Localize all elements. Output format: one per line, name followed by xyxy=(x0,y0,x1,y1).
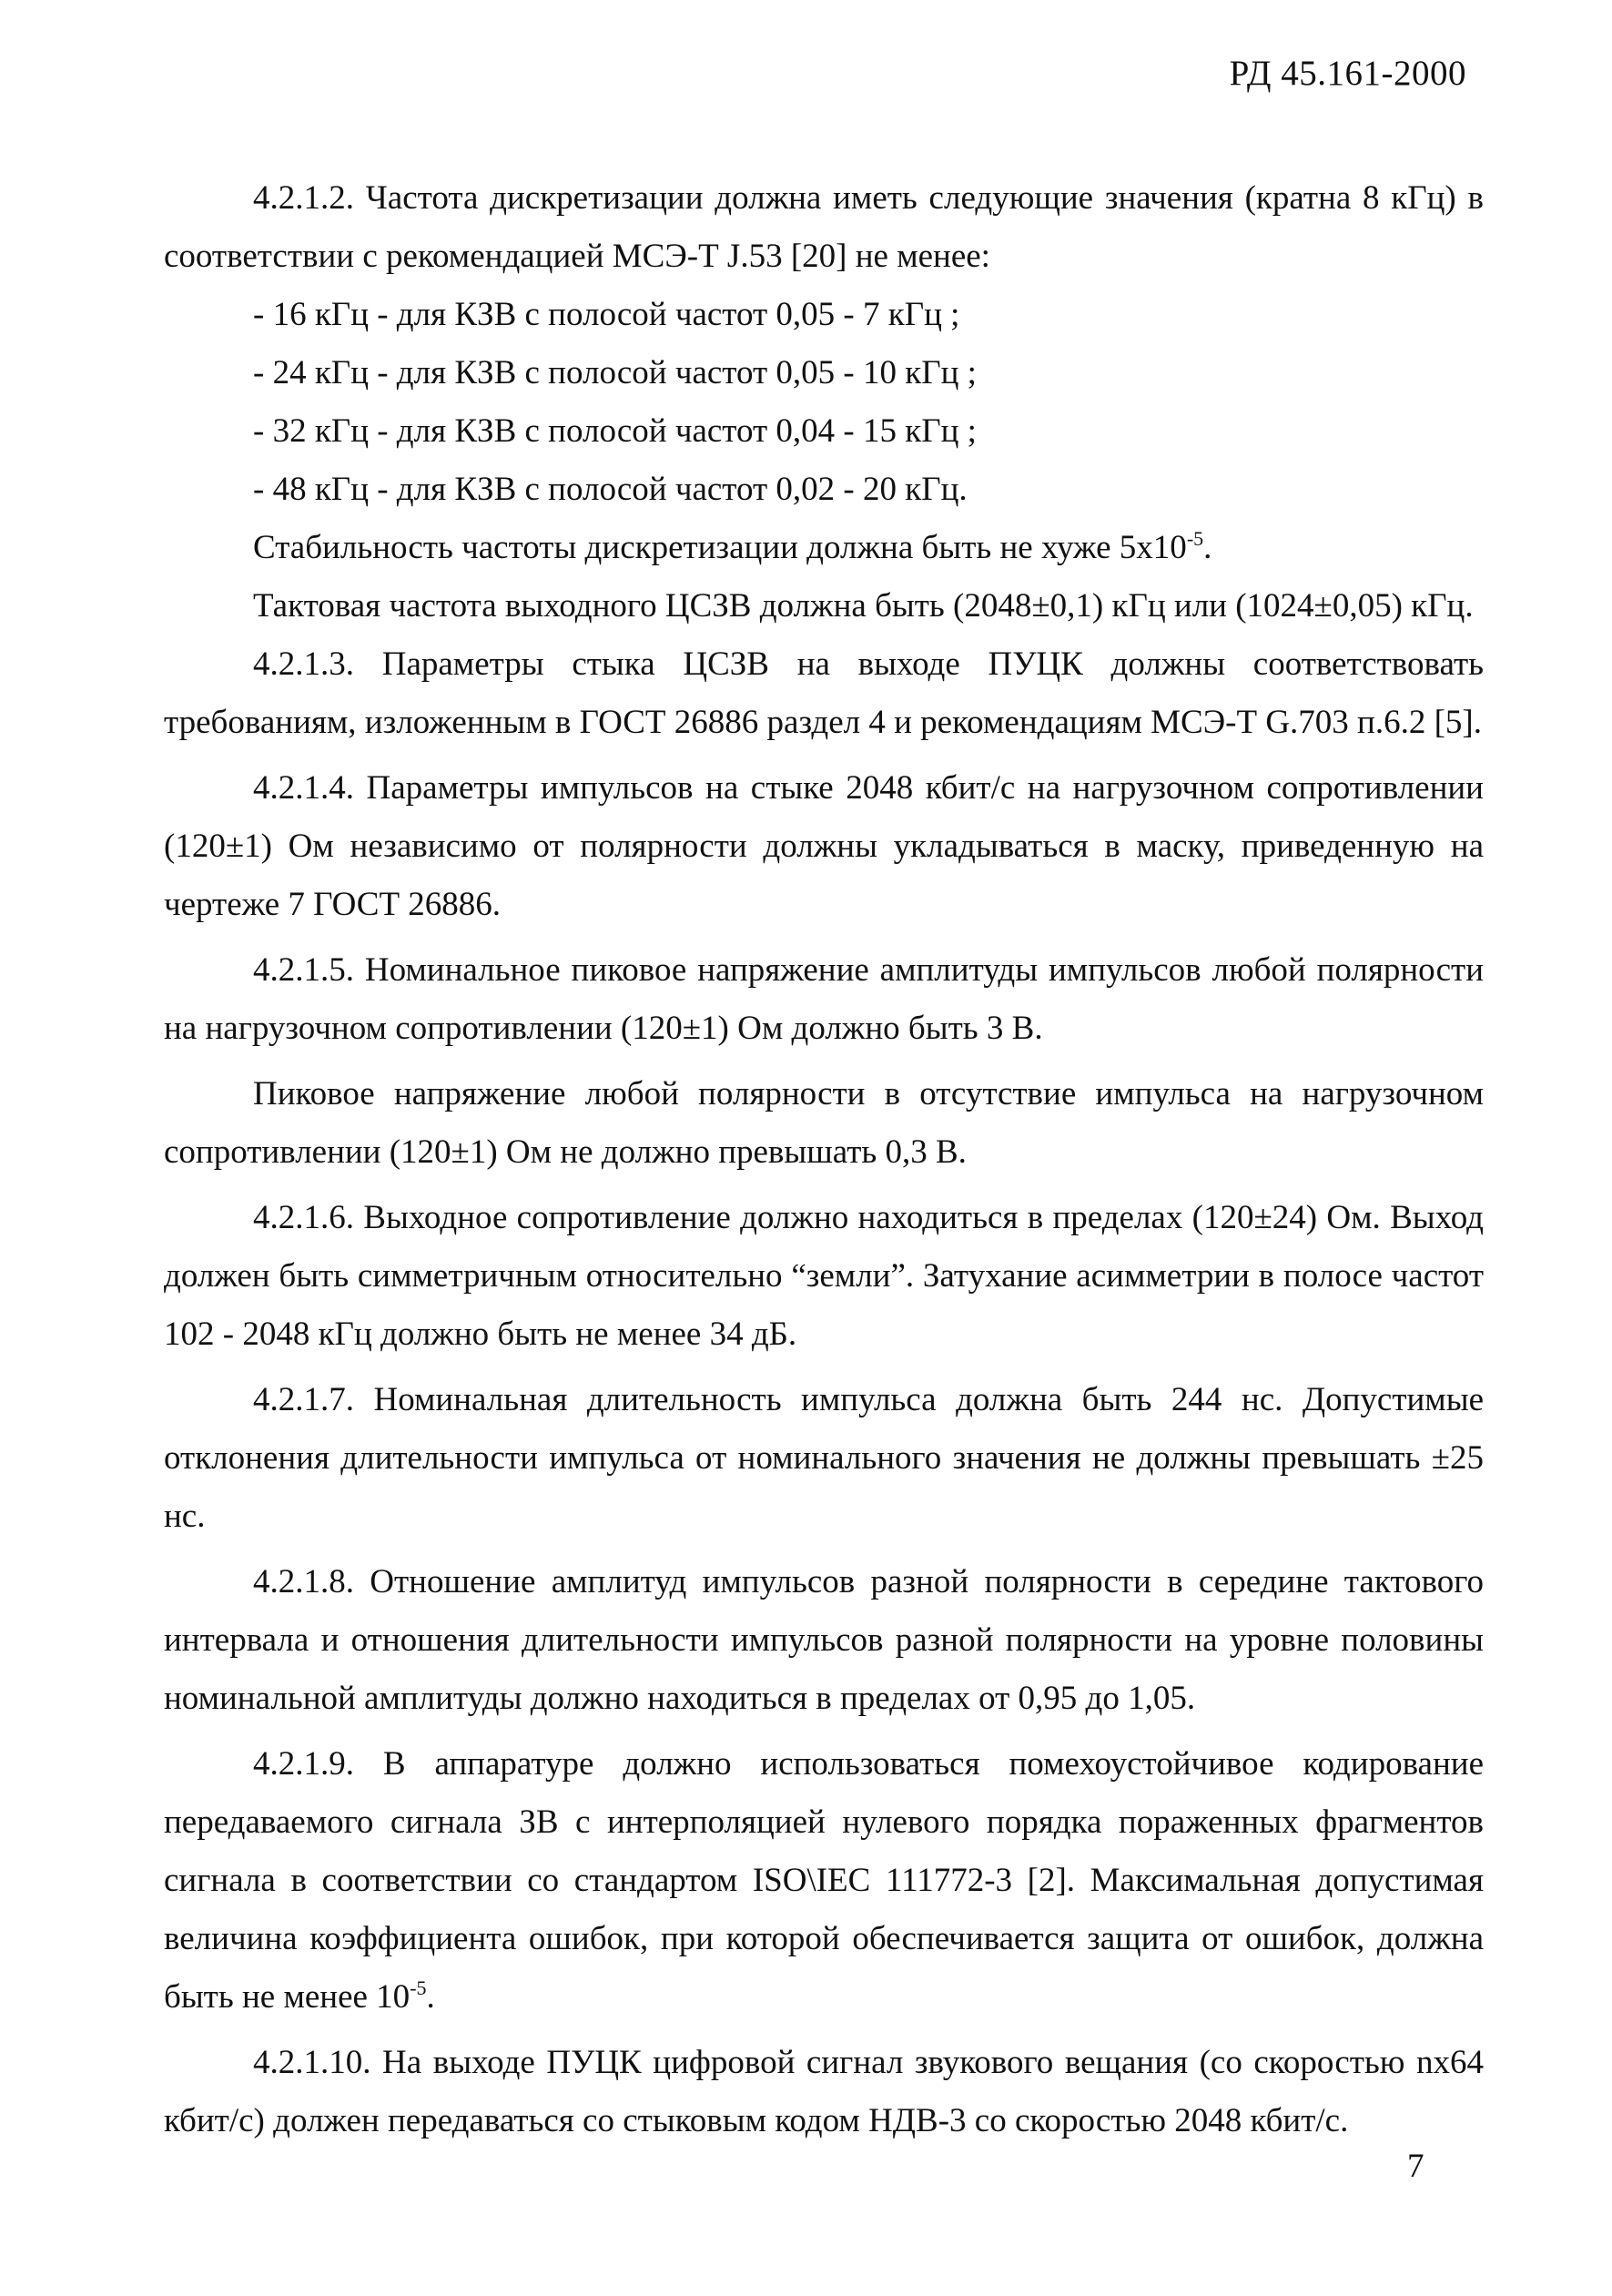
peak-voltage-paragraph: Пиковое напряжение любой полярности в отсутствие импульса на нагрузочном сопротивлении (120±1) Ом не должно превышать 0,3 В. xyxy=(164,1075,1484,1171)
clause-4-2-1-9-end: . xyxy=(426,1978,435,2016)
clause-4-2-1-8: 4.2.1.8. Отношение амплитуд импульсов разной полярности в середине тактового интервала и отношения длительности импульсов разной полярности на уровне половины номинальной амплитуды должно находиться в пределах от 0,95 до 1,05. xyxy=(164,1563,1484,1717)
stability-paragraph xyxy=(164,519,1484,577)
clause-4-2-1-2: 4.2.1.2. Частота дискретизации должна иметь следующие значения (кратна 8 кГц) в соответствии с рекомендацией МСЭ-Т J.53 [20] не менее: xyxy=(164,179,1484,275)
stability-text: Стабильность частоты дискретизации должна быть не хуже 5х10 xyxy=(253,529,1187,566)
list-item: - 24 кГц - для КЗВ с полосой частот 0,05 - 10 кГц ; xyxy=(253,354,977,391)
stability-exponent: -5 xyxy=(1186,527,1204,550)
list-item: - 32 кГц - для КЗВ с полосой частот 0,04 - 15 кГц ; xyxy=(253,412,977,450)
clause-4-2-1-6: 4.2.1.6. Выходное сопротивление должно находиться в пределах (120±24) Ом. Выход должен быть симметричным относительно “земли”. Затухание асимметрии в полосе частот 102 - 2048 кГц должно быть не менее 34 дБ. xyxy=(164,1199,1484,1353)
document-code: РД 45.161-2000 xyxy=(1229,54,1466,93)
document-body xyxy=(164,169,1484,2150)
clause-4-2-1-7: 4.2.1.7. Номинальная длительность импульса должна быть 244 нс. Допустимые отклонения длительности импульса от номинального значения не должны превышать ±25 нс. xyxy=(164,1381,1484,1535)
sampling-rate-list xyxy=(164,286,1484,519)
clause-4-2-1-4: 4.2.1.4. Параметры импульсов на стыке 2048 кбит/с на нагрузочном сопротивлении (120±1) Ом независимо от полярности должны укладываться в маску, приведенную на чертеже 7 ГОСТ 26886. xyxy=(164,769,1484,923)
clause-4-2-1-9 xyxy=(164,1735,1484,2027)
clause-4-2-1-3: 4.2.1.3. Параметры стыка ЦСЗВ на выходе ПУЦК должны соответствовать требованиям, изложенным в ГОСТ 26886 раздел 4 и рекомендациям МСЭ-Т G.703 п.6.2 [5]. xyxy=(164,645,1484,741)
clause-4-2-1-5: 4.2.1.5. Номинальное пиковое напряжение амплитуды импульсов любой полярности на нагрузочном сопротивлении (120±1) Ом должно быть 3 В. xyxy=(164,951,1484,1047)
clock-frequency-paragraph: Тактовая частота выходного ЦСЗВ должна быть (2048±0,1) кГц или (1024±0,05) кГц. xyxy=(253,587,1474,625)
page-number: 7 xyxy=(1407,2148,1424,2185)
stability-end: . xyxy=(1203,529,1212,566)
error-rate-exponent: -5 xyxy=(410,1976,427,1999)
clause-4-2-1-10: 4.2.1.10. На выходе ПУЦК цифровой сигнал звукового вещания (со скоростью nх64 кбит/с) должен передаваться со стыковым кодом НДВ-3 со скоростью 2048 кбит/с. xyxy=(164,2044,1484,2139)
clause-4-2-1-9-text: 4.2.1.9. В аппаратуре должно использоваться помехоустойчивое кодирование передаваемого сигнала ЗВ с интерполяцией нулевого порядка пораженных фрагментов сигнала в соответствии со стандартом ISO\IEC 111772-3 [2]. Максимальная допустимая величина коэффициента ошибок, при которой обеспечивается защита от ошибок, должна быть не менее 10 xyxy=(164,1745,1484,2016)
list-item: - 16 кГц - для КЗВ с полосой частот 0,05 - 7 кГц ; xyxy=(253,296,960,333)
list-item: - 48 кГц - для КЗВ с полосой частот 0,02 - 20 кГц. xyxy=(253,471,968,508)
